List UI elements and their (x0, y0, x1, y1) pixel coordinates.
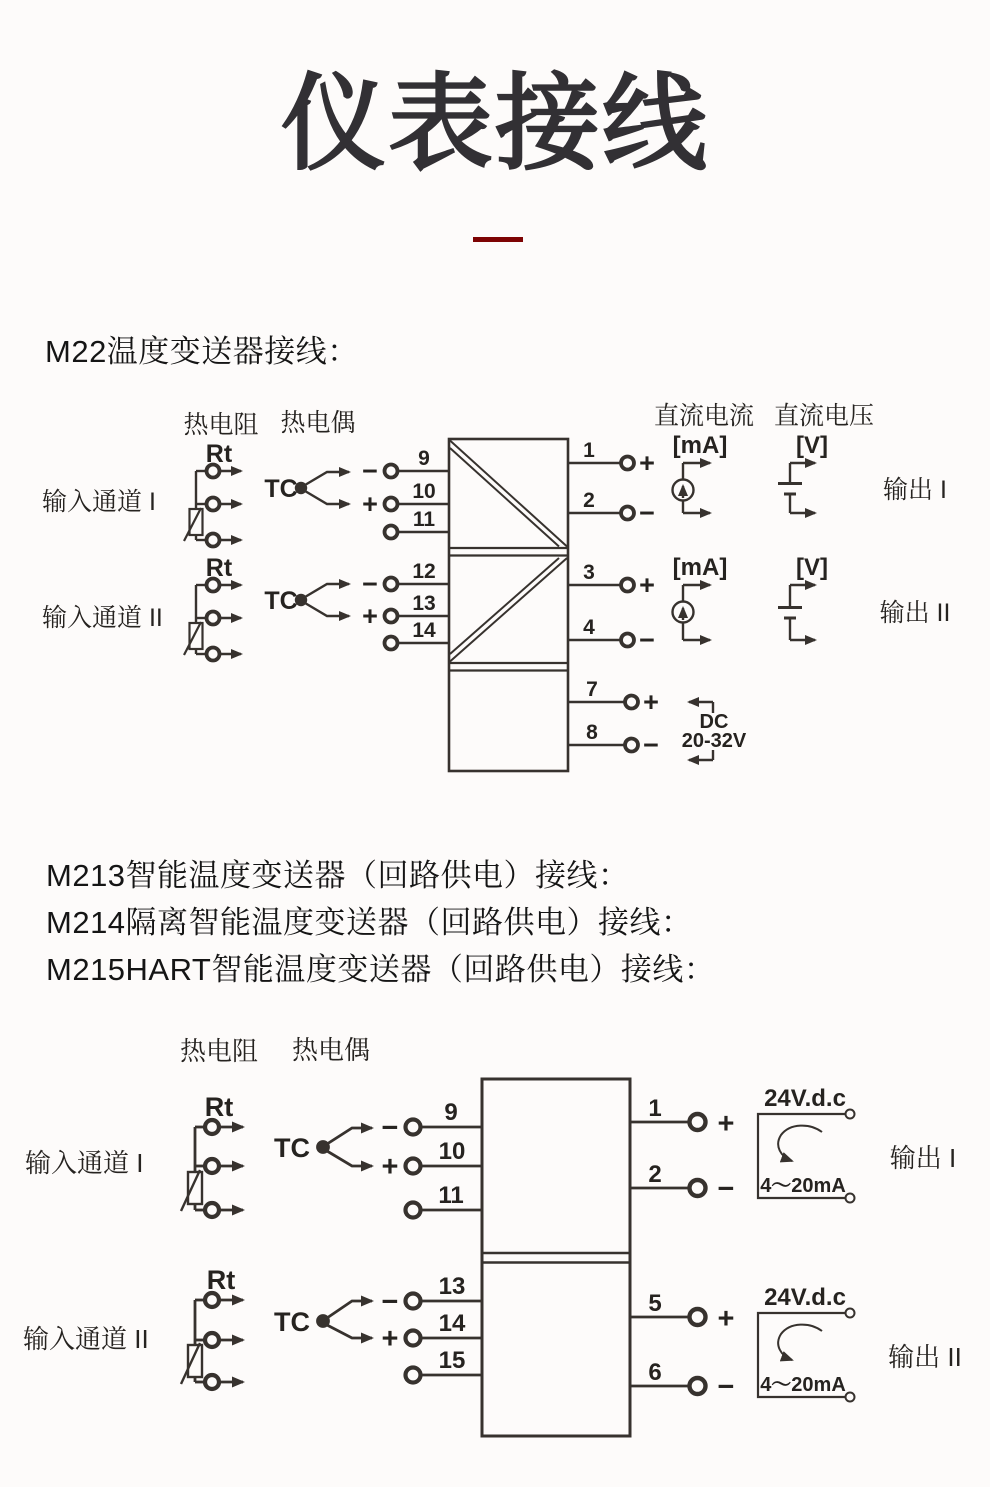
terminal-label-2: 2 (648, 1161, 662, 1188)
terminal-label-10: 10 (412, 480, 436, 503)
output-terminals-1 (568, 457, 634, 520)
terminal-label-13: 13 (412, 592, 436, 615)
plus-sign: + (362, 601, 378, 631)
resistor-icon (184, 508, 203, 541)
thermocouple-channel2 (296, 584, 349, 616)
output2-label: 输出 II (879, 599, 951, 627)
channel2-label: 输入通道 II (23, 1324, 149, 1354)
tc-label-ch1: TC (264, 475, 298, 503)
terminal-label-11: 11 (438, 1182, 464, 1209)
plus-sign: + (362, 489, 378, 519)
rtd-sensor-channel1 (181, 1120, 243, 1217)
minus-sign: − (643, 730, 659, 760)
terminal-label-5: 5 (648, 1290, 662, 1317)
battery-icon-2 (778, 585, 815, 640)
plus-sign: + (639, 570, 655, 600)
tc-header: 热电偶 (280, 409, 356, 437)
transmitter-box (449, 439, 568, 771)
dc-voltage-header: 直流电压 (773, 402, 875, 430)
rtd-header: 热电阻 (183, 411, 259, 439)
terminal-label-14: 14 (438, 1310, 466, 1337)
plus-sign: + (717, 1303, 735, 1335)
rt-label-ch1: Rt (204, 1092, 234, 1122)
thermocouple-channel2 (318, 1301, 373, 1338)
terminal-label-2: 2 (583, 489, 595, 512)
loop-label-1: 4～20mA (760, 1175, 846, 1197)
minus-sign: − (639, 625, 655, 655)
plus-sign: + (639, 448, 655, 478)
terminal-label-15: 15 (438, 1347, 466, 1374)
plus-sign: + (381, 1151, 399, 1183)
heading-m213: M213智能温度变送器（回路供电）接线： (46, 858, 630, 893)
page-title: 仪表接线 (280, 66, 709, 183)
terminal-label-14: 14 (412, 619, 436, 642)
current-source-icon-1 (673, 463, 711, 513)
resistor-icon (181, 1343, 202, 1384)
rtd-sensor-channel1 (184, 465, 241, 547)
plus-sign: + (643, 687, 659, 717)
output2-label: 输出 II (888, 1342, 962, 1372)
v-unit-label-1: [V] (796, 432, 828, 459)
power-label-dc: DC (699, 711, 729, 733)
heading-m22: M22温度变送器接线： (45, 334, 359, 369)
m22-wiring-diagram (0, 370, 990, 800)
isolation-diagonal-2 (450, 558, 567, 662)
battery-icon-1 (778, 463, 815, 513)
plus-sign: + (381, 1323, 399, 1355)
output-terminals-2 (630, 1309, 706, 1394)
title-underline (473, 237, 523, 242)
minus-sign: − (717, 1173, 735, 1205)
ma-unit-label-2: [mA] (672, 554, 728, 581)
output-terminals-1 (630, 1114, 706, 1196)
tc-label-ch2: TC (264, 587, 298, 615)
output1-label: 输出 I (883, 476, 947, 504)
rt-label-ch2: Rt (205, 554, 233, 582)
terminal-label-12: 12 (412, 560, 436, 583)
rtd-sensor-channel2 (181, 1293, 243, 1389)
minus-sign: − (362, 569, 378, 599)
minus-sign: − (381, 1286, 399, 1318)
supply-label-2: 24V.d.c (764, 1284, 846, 1311)
dc-current-header: 直流电流 (653, 402, 755, 430)
rtd-sensor-channel2 (184, 579, 241, 661)
terminal-label-9: 9 (418, 447, 430, 470)
isolation-diagonal-1 (450, 441, 567, 547)
power-terminals (568, 696, 638, 752)
power-label-range: 20-32V (681, 730, 747, 752)
terminal-label-7: 7 (586, 678, 598, 701)
minus-sign: − (381, 1112, 399, 1144)
transmitter-box (482, 1079, 630, 1436)
terminal-label-8: 8 (586, 721, 598, 744)
rtd-header: 热电阻 (179, 1036, 259, 1066)
rt-label-ch2: Rt (206, 1265, 236, 1295)
thermocouple-channel1 (318, 1128, 373, 1166)
channel2-label: 输入通道 II (42, 604, 163, 632)
supply-label-1: 24V.d.c (764, 1085, 846, 1112)
resistor-icon (181, 1170, 202, 1211)
minus-sign: − (717, 1371, 735, 1403)
heading-m214: M214隔离智能温度变送器（回路供电）接线： (46, 905, 693, 940)
loop-label-2: 4～20mA (760, 1374, 846, 1396)
m213-wiring-diagram (0, 1020, 990, 1487)
terminal-label-4: 4 (583, 616, 595, 639)
plus-sign: + (717, 1108, 735, 1140)
heading-block-m21x (46, 852, 715, 993)
output1-label: 输出 I (889, 1143, 957, 1173)
resistor-icon (184, 622, 203, 655)
heading-m215: M215HART智能温度变送器（回路供电）接线： (46, 952, 716, 987)
terminal-label-13: 13 (438, 1273, 466, 1300)
terminal-label-1: 1 (583, 439, 595, 462)
tc-label-ch1: TC (274, 1133, 310, 1163)
terminal-label-3: 3 (583, 561, 595, 584)
terminal-label-9: 9 (444, 1099, 458, 1126)
terminal-label-11: 11 (412, 508, 436, 531)
terminal-label-1: 1 (648, 1095, 662, 1122)
rt-label-ch1: Rt (205, 440, 233, 468)
tc-label-ch2: TC (274, 1307, 310, 1337)
v-unit-label-2: [V] (796, 554, 828, 581)
ma-unit-label-1: [mA] (672, 432, 728, 459)
channel1-label: 输入通道 I (42, 488, 156, 516)
tc-header: 热电偶 (291, 1035, 371, 1065)
current-source-icon-2 (673, 585, 711, 640)
loop-arrow-icon (778, 1126, 822, 1161)
output-terminals-2 (568, 579, 634, 647)
terminal-label-6: 6 (648, 1359, 662, 1386)
minus-sign: − (362, 456, 378, 486)
minus-sign: − (639, 498, 655, 528)
terminal-label-10: 10 (438, 1138, 466, 1165)
channel1-label: 输入通道 I (25, 1148, 144, 1178)
loop-arrow-icon (778, 1325, 822, 1360)
thermocouple-channel1 (296, 472, 349, 504)
